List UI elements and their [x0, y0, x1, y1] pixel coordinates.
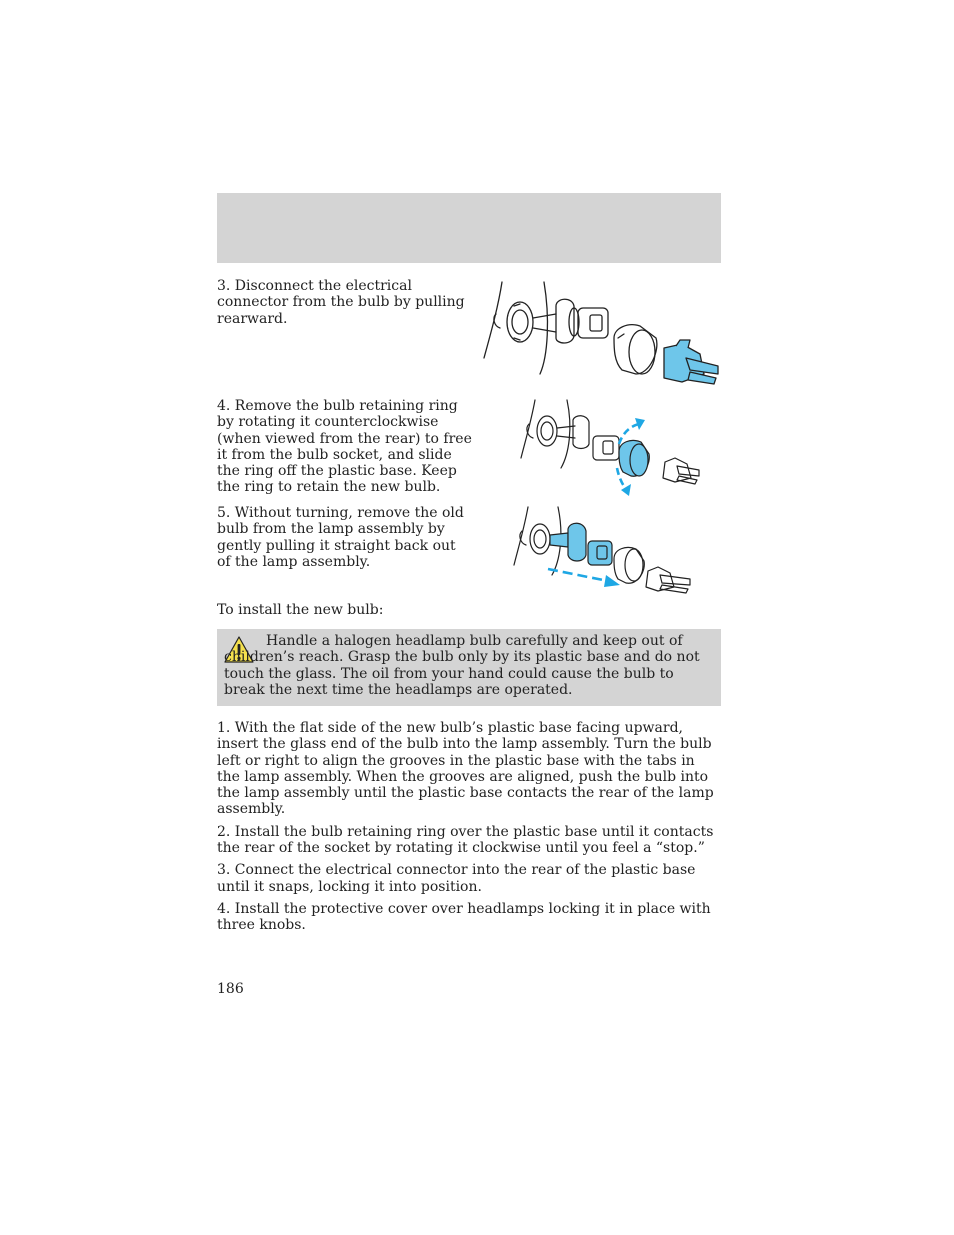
install-step-4: 4. Install the protective cover over headlamps locking it in place with three knobs. [217, 900, 711, 934]
disconnect-connector-illustration [478, 278, 723, 386]
install-step-3: 3. Connect the electrical connector into the rear of the plastic base until it snaps, locking it into position. [217, 862, 696, 895]
install-step-1: 1. With the flat side of the new bulb’s plastic base facing upward, insert the glass end of the bulb into the lamp assembly. Turn the bulb left or right to align the grooves in the plastic base with the tabs in the lamp assembly. When the grooves are aligned, push the bulb into the lamp assembly until the plastic base contacts the rear of the lamp assembly. [217, 720, 714, 818]
section-header-band [217, 193, 721, 263]
remove-old-bulb-illustration [510, 505, 700, 597]
warning-box [217, 629, 721, 706]
install-steps-list [217, 720, 722, 940]
install-intro: To install the new bulb: [217, 602, 384, 618]
remove-retaining-ring-illustration [515, 398, 705, 498]
page-number: 186 [217, 981, 244, 997]
step-4-text: 4. Remove the bulb retaining ring by rotating it counterclockwise (when viewed from the rear) to free it from the bulb socket, and slide the ring off the plastic base. Keep the ring to retain the new bulb. [217, 398, 472, 496]
warning-text: Handle a halogen headlamp bulb carefully and keep out of children’s reach. Grasp the bulb only by its plastic base and do not touch the glass. The oil from your hand could cause the bulb to break the next time the headlamps are operated. [224, 633, 700, 698]
install-step-2: 2. Install the bulb retaining ring over the plastic base until it contacts the rear of the socket by rotating it clockwise until you feel a “stop.” [217, 823, 714, 857]
step-3-text: 3. Disconnect the electrical connector from the bulb by pulling rearward. [217, 278, 465, 327]
step-5-text: 5. Without turning, remove the old bulb from the lamp assembly by gently pulling it straight back out of the lamp assembly. [217, 505, 464, 570]
